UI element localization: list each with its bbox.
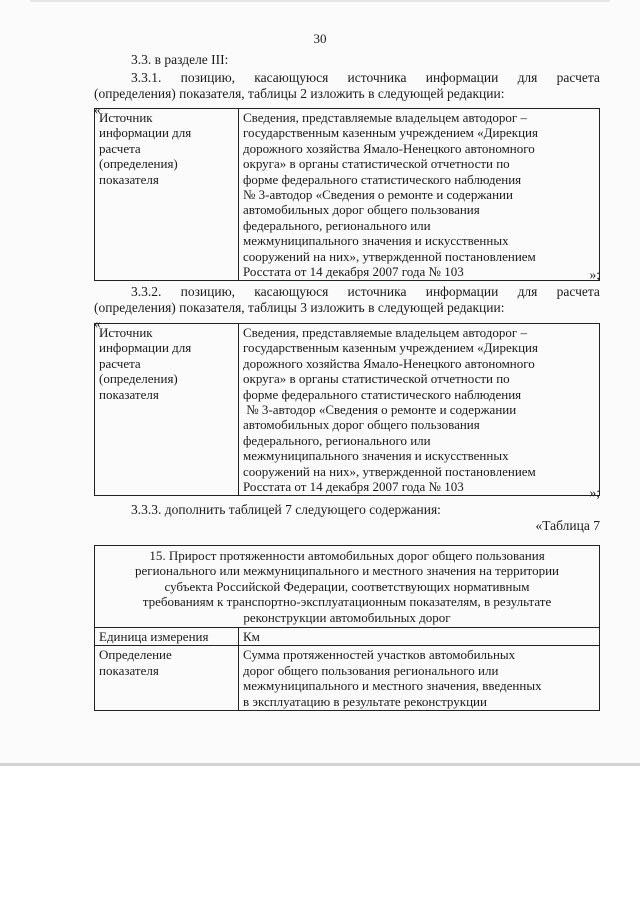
cell-line: дорог общего пользования регионального или (243, 662, 499, 678)
table-row (95, 646, 600, 711)
cell-line: Определение (99, 647, 172, 663)
cell-line: дорожного хозяйства Ямало-Ненецкого автономного (243, 140, 535, 156)
cell-line: форме федерального статистического наблюдения (243, 171, 522, 187)
cell-line: информации для (99, 340, 192, 356)
cell-line: федерального, регионального или (243, 432, 431, 448)
source-value-cell (239, 109, 600, 281)
word: расчета (556, 70, 600, 85)
cell-line: 15. Прирост протяженности автомобильных дорог общего пользования (149, 548, 545, 563)
para-3-3-3: 3.3.3. дополнить таблицей 7 следующего содержания: (131, 502, 441, 517)
cell-line: информации для (99, 125, 192, 141)
cell-line: государственным казенным учреждением «Дирекция (243, 125, 538, 141)
cell-line: межмуниципального значения и искусственных (243, 233, 509, 249)
cell-line: (определения) (99, 371, 178, 387)
table-7-caption: «Таблица 7 (535, 518, 600, 533)
cell-line: Росстата от 14 декабря 2007 года № 103 (243, 479, 464, 495)
definition-value-cell (239, 646, 600, 711)
cell-line: Сведения, представляемые владельцем автодорог – (243, 325, 527, 340)
cell-line: Сумма протяженностей участков автомобильных (243, 647, 516, 663)
word: 3.3.2. (131, 284, 162, 299)
cell-line: показателя (99, 171, 159, 187)
table-7 (94, 545, 600, 711)
cell-line: форме федерального статистического наблюдения (243, 386, 522, 402)
unit-value-cell: Км (239, 628, 600, 646)
cell-line: регионального или межмуниципального и местного значения на территории (135, 563, 559, 579)
word: информации (425, 70, 499, 85)
cell-line: федерального, регионального или (243, 217, 431, 233)
cell-line: Росстата от 14 декабря 2007 года № 103 (243, 264, 464, 280)
cell-line: требованиям к транспортно-эксплуатационным показателям, в результате (142, 594, 552, 610)
source-label-cell (95, 324, 239, 496)
cell-line: Сведения, представляемые владельцем автодорог – (243, 110, 527, 125)
cell-line: округа» в органы статистической отчетности по (243, 156, 510, 172)
word: для (517, 284, 538, 299)
scan-top-edge (30, 0, 610, 2)
cell-line: автомобильных дорог общего пользования (243, 202, 480, 218)
word: позицию, (180, 70, 236, 85)
cell-line: расчета (99, 140, 141, 156)
word: источника (347, 70, 407, 85)
cell-line: государственным казенным учреждением «Дирекция (243, 340, 538, 356)
open-quote: « (94, 102, 101, 117)
table-row (95, 628, 600, 646)
cell-line: субъекта Российской Федерации, соответствующих нормативным (164, 578, 530, 594)
word: касающуюся (254, 70, 329, 85)
cell-line: дорожного хозяйства Ямало-Ненецкого автономного (243, 355, 535, 371)
cell-line: № 3-автодор «Сведения о ремонте и содержании (243, 402, 517, 418)
para-3-3-1-line1 (131, 70, 600, 86)
section-heading: 3.3. в разделе III: (131, 52, 229, 67)
cell-line: реконструкции автомобильных дорог (243, 609, 451, 625)
source-label-cell (95, 109, 239, 281)
cell-line: (определения) (99, 156, 178, 172)
cell-line: округа» в органы статистической отчетности по (243, 371, 510, 387)
cell-line: межмуниципального и местного значения, введенных (243, 678, 542, 694)
word: источника (347, 284, 407, 299)
word: для (517, 70, 538, 85)
cell-line: Источник (99, 325, 153, 340)
page-number: 30 (313, 31, 327, 46)
unit-label-cell: Единица измерения (95, 628, 239, 646)
cell-line: в эксплуатацию в результате реконструкции (243, 693, 487, 709)
table-2-source (94, 108, 600, 281)
para-3-3-2-line2: (определения) показателя, таблицы 3 изложить в следующей редакции: (94, 300, 505, 315)
open-quote: « (94, 316, 101, 331)
scan-bottom-edge (0, 763, 640, 766)
word: 3.3.1. (131, 70, 162, 85)
close-quote: »; (589, 267, 600, 282)
word: расчета (556, 284, 600, 299)
word: касающуюся (254, 284, 329, 299)
source-value-cell (239, 324, 600, 496)
cell-line: сооружений на них», утвержденной постановлением (243, 248, 536, 264)
cell-line: сооружений на них», утвержденной постановлением (243, 463, 536, 479)
cell-line: показателя (99, 386, 159, 402)
cell-line: автомобильных дорог общего пользования (243, 417, 480, 433)
cell-line: показателя (99, 662, 159, 678)
cell-line: Источник (99, 110, 153, 125)
para-3-3-1-line2: (определения) показателя, таблицы 2 изложить в следующей редакции: (94, 86, 505, 101)
cell-line: № 3-автодор «Сведения о ремонте и содержании (243, 187, 513, 203)
cell-line: межмуниципального значения и искусственных (243, 448, 509, 464)
close-quote: »; (589, 485, 600, 500)
definition-label-cell (95, 646, 239, 711)
table-row (95, 109, 600, 281)
indicator-title-cell (95, 546, 600, 628)
word: информации (425, 284, 499, 299)
cell-line: расчета (99, 355, 141, 371)
word: позицию, (180, 284, 236, 299)
para-3-3-2-line1 (131, 284, 600, 300)
table-3-source (94, 323, 600, 496)
table-row (95, 546, 600, 628)
table-row (95, 324, 600, 496)
